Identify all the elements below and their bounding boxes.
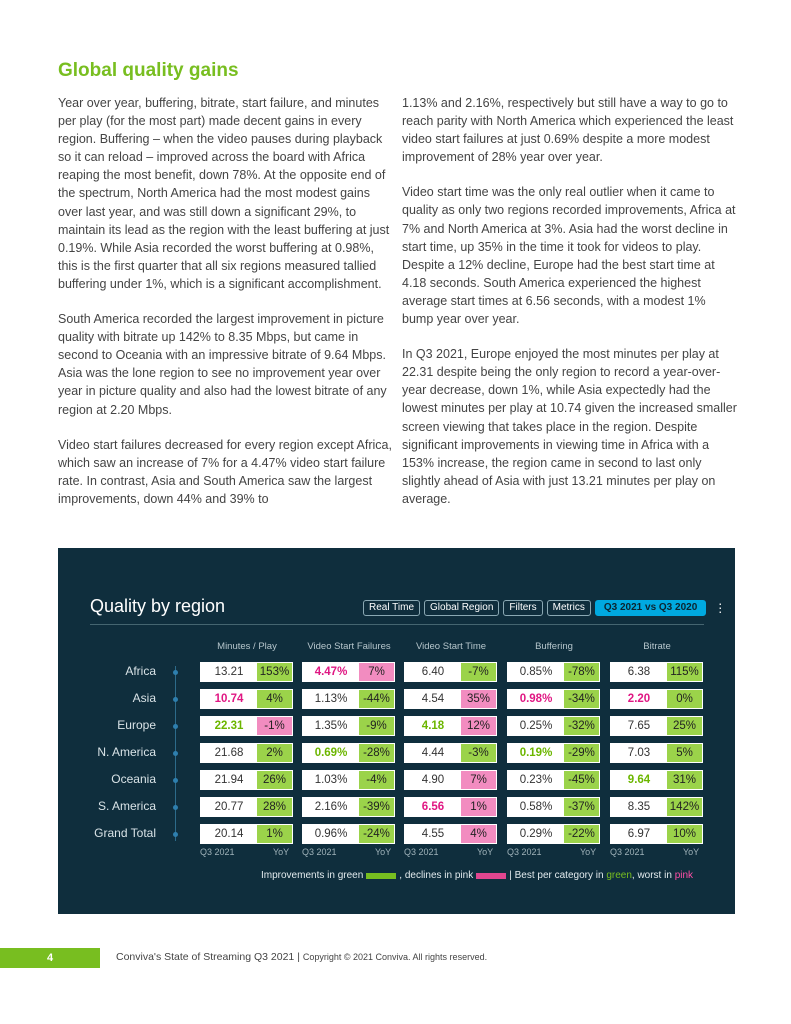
metric-value: 4.18	[405, 717, 461, 735]
metric-cell	[610, 743, 703, 763]
paragraph: Year over year, buffering, bitrate, start failure, and minutes per play (for the most part) made decent gains in every region. Buffering – when the video pauses during playback so it can reload – improved across the board with Africa reaping the most benefit, down 78%. At the opposite end of the spectrum, North America had the most modest gains over last year, and was still down a significant 29%, to maintain its lead as the region with the least buffering at just 0.19%. While Asia recorded the worst buffering at 0.98%, this is the first quarter that all six regions measured tallied buffering under 1%, which is a significant accomplishment.	[58, 96, 390, 291]
dashboard-controls	[363, 600, 726, 616]
yoy-change: 12%	[461, 717, 496, 735]
footer-copyright: Copyright © 2021 Conviva. All rights reserved.	[302, 952, 488, 962]
metric-value: 10.74	[201, 690, 257, 708]
sub-label-yoy: YoY	[580, 847, 597, 857]
divider	[90, 624, 704, 625]
yoy-change: 0%	[667, 690, 702, 708]
paragraph: South America recorded the largest improvement in picture quality with bitrate up 142% to 8.35 Mbps, but came in second to Oceania with an impressive bitrate of 9.64 Mbps. Asia was the lone region to see no improvement year over year in picture quality and also had the lowest bitrate of any region at 2.20 Mbps.	[58, 312, 387, 417]
metric-value: 8.35	[611, 798, 667, 816]
metric-cell	[610, 797, 703, 817]
metric-value: 4.54	[405, 690, 461, 708]
region-label: Oceania	[111, 772, 156, 786]
metric-cell	[507, 716, 600, 736]
metric-value: 0.98%	[508, 690, 564, 708]
sub-label-period: Q3 2021	[404, 847, 439, 857]
legend-green-word: green	[606, 870, 632, 881]
yoy-change: -29%	[564, 744, 599, 762]
metric-cell	[200, 662, 293, 682]
timeline-dot	[173, 670, 178, 675]
metric-value: 4.55	[405, 825, 461, 843]
paragraph: In Q3 2021, Europe enjoyed the most minutes per play at 22.31 despite being the only region to record a year-over-year decrease, down 1%, while Asia expectedly had the lowest minutes per play at 10.74 given the increased smaller screen viewing that takes place in the region. Despite significant improvements in viewing time in Africa with a 153% increase, the region came in second to last only slightly ahead of Asia with just 13.21 minutes per play on average.	[402, 347, 737, 506]
column-header: Video Start Time	[415, 641, 487, 652]
metric-cell	[404, 797, 497, 817]
yoy-change: 1%	[461, 798, 496, 816]
metric-value: 7.65	[611, 717, 667, 735]
page-number: 4	[0, 948, 100, 968]
metric-value: 2.20	[611, 690, 667, 708]
sub-label-period: Q3 2021	[610, 847, 645, 857]
metric-value: 21.68	[201, 744, 257, 762]
metric-cell	[200, 824, 293, 844]
yoy-change: -9%	[359, 717, 394, 735]
timeline-dot	[173, 751, 178, 756]
metric-cell	[404, 770, 497, 790]
metric-value: 1.03%	[303, 771, 359, 789]
metric-cell	[404, 824, 497, 844]
yoy-change: 153%	[257, 663, 292, 681]
footer-text	[116, 951, 487, 963]
metric-value: 0.69%	[303, 744, 359, 762]
metric-value: 13.21	[201, 663, 257, 681]
metric-value: 6.38	[611, 663, 667, 681]
metric-value: 1.35%	[303, 717, 359, 735]
yoy-change: 10%	[667, 825, 702, 843]
yoy-change: 26%	[257, 771, 292, 789]
metric-cell	[507, 689, 600, 709]
column-header: Bitrate	[643, 641, 671, 652]
metric-cell	[302, 716, 395, 736]
timeline-dot	[173, 724, 178, 729]
metric-value: 2.16%	[303, 798, 359, 816]
metric-value: 22.31	[201, 717, 257, 735]
metric-cell	[302, 770, 395, 790]
timeline-dot	[173, 805, 178, 810]
left-column	[58, 94, 393, 525]
yoy-change: -44%	[359, 690, 394, 708]
metric-cell	[200, 797, 293, 817]
paragraph: Video start time was the only real outlier when it came to quality as only two regions recorded improvements, Africa at 7% and North America at 3%. Asia had the worst decline in start time, up 35% in the time it took for videos to play. Despite a 12% decline, Europe had the best start time at 4.18 seconds. South America experienced the highest average start times at 6.56 seconds, with a modest 1% bump year over year.	[402, 185, 736, 327]
metric-value: 0.96%	[303, 825, 359, 843]
footer-title: Conviva's State of Streaming Q3 2021	[116, 951, 295, 963]
metric-value: 20.77	[201, 798, 257, 816]
sub-label-yoy: YoY	[375, 847, 392, 857]
sub-label-yoy: YoY	[477, 847, 494, 857]
legend-best: | Best per category in	[509, 870, 604, 881]
yoy-change: -45%	[564, 771, 599, 789]
dashboard-title: Quality by region	[90, 596, 226, 616]
legend-pink-word: pink	[674, 870, 694, 881]
timeline-dot	[173, 778, 178, 783]
column-header: Minutes / Play	[217, 641, 277, 652]
metric-value: 0.25%	[508, 717, 564, 735]
legend	[261, 870, 693, 881]
metric-value: 21.94	[201, 771, 257, 789]
yoy-change: -1%	[257, 717, 292, 735]
yoy-change: -78%	[564, 663, 599, 681]
kebab-menu-icon[interactable]: ⋮	[714, 601, 727, 615]
yoy-change: 28%	[257, 798, 292, 816]
global-region-button[interactable]: Global Region	[424, 600, 499, 616]
yoy-change: -4%	[359, 771, 394, 789]
yoy-change: -24%	[359, 825, 394, 843]
yoy-change: -3%	[461, 744, 496, 762]
region-label: Grand Total	[94, 826, 156, 840]
metric-value: 1.13%	[303, 690, 359, 708]
paragraph: Video start failures decreased for every region except Africa, which saw an increase of 7% for a 4.47% video start failure rate. In contrast, Asia and South America saw the largest improvements, down 44% and 39% to	[58, 437, 392, 506]
yoy-change: 142%	[667, 798, 702, 816]
yoy-change: 4%	[461, 825, 496, 843]
region-label: Europe	[117, 718, 156, 732]
paragraph: 1.13% and 2.16%, respectively but still have a way to go to reach parity with North America which experienced the least video start failures at just 0.69% despite a more modest improvement of 28% year over year.	[402, 96, 734, 165]
yoy-change: -28%	[359, 744, 394, 762]
legend-improvements: Improvements in green	[261, 870, 364, 881]
metric-value: 0.29%	[508, 825, 564, 843]
metric-cell	[507, 743, 600, 763]
metric-value: 6.56	[405, 798, 461, 816]
sub-label-period: Q3 2021	[507, 847, 542, 857]
section-title: Global quality gains	[58, 60, 239, 81]
column-header: Video Start Failures	[307, 641, 391, 652]
yoy-change: 7%	[461, 771, 496, 789]
metrics-button[interactable]: Metrics	[547, 600, 591, 616]
yoy-change: 35%	[461, 690, 496, 708]
yoy-change: 4%	[257, 690, 292, 708]
metric-cell	[610, 662, 703, 682]
metric-value: 4.90	[405, 771, 461, 789]
region-label: N. America	[97, 745, 156, 759]
metric-value: 4.47%	[303, 663, 359, 681]
metric-value: 0.85%	[508, 663, 564, 681]
metric-cell	[404, 743, 497, 763]
metric-value: 0.19%	[508, 744, 564, 762]
yoy-change: 1%	[257, 825, 292, 843]
region-label: Asia	[132, 691, 156, 705]
metric-cell	[200, 743, 293, 763]
metric-value: 9.64	[611, 771, 667, 789]
metric-value: 0.58%	[508, 798, 564, 816]
pink-swatch	[476, 873, 506, 879]
metric-cell	[404, 716, 497, 736]
yoy-change: 2%	[257, 744, 292, 762]
metric-value: 7.03	[611, 744, 667, 762]
metric-cell	[302, 689, 395, 709]
metric-cell	[200, 716, 293, 736]
yoy-change: -37%	[564, 798, 599, 816]
legend-worst: , worst in	[631, 870, 672, 881]
sub-label-yoy: YoY	[273, 847, 290, 857]
column-header: Buffering	[535, 641, 573, 652]
filters-button[interactable]: Filters	[503, 600, 542, 616]
footer-separator: |	[297, 951, 300, 963]
yoy-change: 25%	[667, 717, 702, 735]
yoy-change: -34%	[564, 690, 599, 708]
yoy-change: -22%	[564, 825, 599, 843]
region-label: Africa	[125, 664, 156, 678]
green-swatch	[366, 873, 396, 879]
timeline-dot	[173, 832, 178, 837]
yoy-change: -39%	[359, 798, 394, 816]
yoy-change: 5%	[667, 744, 702, 762]
metric-cell	[610, 716, 703, 736]
metric-cell	[507, 797, 600, 817]
metric-cell	[507, 770, 600, 790]
metric-cell	[404, 689, 497, 709]
metric-value: 0.23%	[508, 771, 564, 789]
period-compare-button[interactable]: Q3 2021 vs Q3 2020	[595, 600, 706, 616]
metric-value: 20.14	[201, 825, 257, 843]
legend-declines: , declines in pink	[399, 870, 474, 881]
region-label: S. America	[97, 799, 156, 813]
metric-cell	[507, 662, 600, 682]
timeline-dot	[173, 697, 178, 702]
metric-cell	[302, 662, 395, 682]
metric-cell	[610, 824, 703, 844]
yoy-change: -7%	[461, 663, 496, 681]
sub-label-period: Q3 2021	[200, 847, 235, 857]
real-time-button[interactable]: Real Time	[363, 600, 420, 616]
metric-cell	[200, 770, 293, 790]
right-column	[402, 94, 738, 525]
metric-cell	[507, 824, 600, 844]
metric-cell	[610, 770, 703, 790]
yoy-change: 115%	[667, 663, 702, 681]
metric-cell	[302, 797, 395, 817]
yoy-change: 31%	[667, 771, 702, 789]
yoy-change: 7%	[359, 663, 394, 681]
quality-dashboard	[58, 548, 735, 914]
metric-cell	[302, 743, 395, 763]
metric-value: 6.97	[611, 825, 667, 843]
sub-label-yoy: YoY	[683, 847, 700, 857]
metric-cell	[200, 689, 293, 709]
metric-value: 6.40	[405, 663, 461, 681]
metric-cell	[610, 689, 703, 709]
metric-value: 4.44	[405, 744, 461, 762]
metric-cell	[404, 662, 497, 682]
yoy-change: -32%	[564, 717, 599, 735]
sub-label-period: Q3 2021	[302, 847, 337, 857]
metric-cell	[302, 824, 395, 844]
